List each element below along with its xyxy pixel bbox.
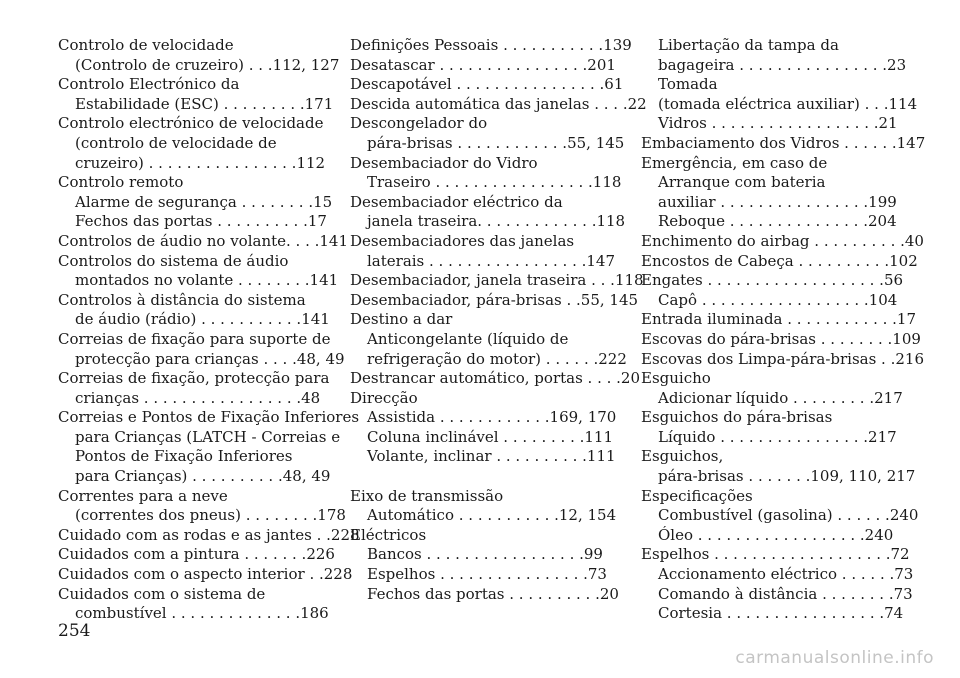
index-subentry: laterais . . . . . . . . . . . . . . . . .147 [367,251,615,270]
index-subentry: Alarme de segurança . . . . . . . .15 [75,192,333,211]
index-subentry: protecção para crianças . . . .48, 49 [75,349,345,368]
index-entry: Desatascar . . . . . . . . . . . . . . . .201 [350,55,616,74]
index-subentry: Coluna inclinável . . . . . . . . .111 [367,427,613,446]
index-subentry: Comando à distância . . . . . . . .73 [658,584,913,603]
index-entry: Espelhos . . . . . . . . . . . . . . . . . . .72 [641,545,910,564]
index-subentry: combustível . . . . . . . . . . . . . .186 [75,604,329,623]
index-entry: Controlo Electrónico da [58,75,240,94]
index-subentry: Fechos das portas . . . . . . . . . .17 [75,212,327,231]
index-subentry: (tomada eléctrica auxiliar) . . .114 [658,94,918,113]
index-subentry: Combustível (gasolina) . . . . . .240 [658,506,919,525]
index-entry: Controlo de velocidade [58,36,234,54]
index-subentry: para Crianças) . . . . . . . . . .48, 49 [75,467,331,486]
index-entry: Embaciamento dos Vidros . . . . . .147 [641,133,926,152]
index-entry: Escovas do pára-brisas . . . . . . . .109 [641,329,921,348]
index-subentry: Espelhos . . . . . . . . . . . . . . . .73 [367,565,607,584]
index-subentry: Pontos de Fixação Inferiores [75,447,293,466]
index-subentry: Estabilidade (ESC) . . . . . . . . .171 [75,94,334,113]
index-column-3 [641,36,926,624]
index-entry: Eléctricos [350,525,427,544]
index-entry: Esguichos, [641,447,724,466]
index-entry: Entrada iluminada . . . . . . . . . . . .17 [641,310,917,329]
index-column-1 [58,36,360,624]
index-subentry: Fechos das portas . . . . . . . . . .20 [367,584,619,603]
index-subentry: Óleo . . . . . . . . . . . . . . . . . .240 [658,525,894,544]
index-entry: Descongelador do [350,114,488,133]
index-subentry: Libertação da tampa da [658,36,839,54]
index-entry: Descida automática das janelas . . . .22 [350,94,647,113]
index-entry: Engates . . . . . . . . . . . . . . . . . . .56 [641,271,904,290]
index-entry: Direcção [350,388,418,407]
index-subentry: bagageira . . . . . . . . . . . . . . . .23 [658,55,907,74]
index-subentry: Cortesia . . . . . . . . . . . . . . . . .74 [658,604,904,623]
index-entry: Cuidados com o sistema de [58,584,266,603]
index-subentry: Volante, inclinar . . . . . . . . . .111 [367,447,616,466]
index-entry: Desembaciador, janela traseira . . .118 [350,271,644,290]
index-entry: Controlo electrónico de velocidade [58,114,324,133]
index-subentry: Automático . . . . . . . . . . .12, 154 [367,506,617,525]
index-entry: Destino a dar [350,310,453,329]
index-entry: Escovas dos Limpa-pára-brisas . .216 [641,349,924,368]
index-subentry: Adicionar líquido . . . . . . . . .217 [658,388,903,407]
index-entry: Destrancar automático, portas . . . .20 [350,369,641,388]
index-entry: Esguicho [641,369,711,388]
index-subentry: Líquido . . . . . . . . . . . . . . . .217 [658,427,897,446]
index-entry: Encostos de Cabeça . . . . . . . . . .102 [641,251,918,270]
index-gap [350,467,608,487]
index-entry: Cuidados com a pintura . . . . . . .226 [58,545,335,564]
index-subentry: Tomada [658,75,718,94]
index-subentry: Traseiro . . . . . . . . . . . . . . . . .118 [367,173,622,192]
index-entry: Controlos de áudio no volante. . . .141 [58,231,349,250]
index-subentry: pára-brisas . . . . . . . . . . . .55, 145 [367,133,625,152]
index-entry: Definições Pessoais . . . . . . . . . . .139 [350,36,632,54]
index-subentry: pára-brisas . . . . . . .109, 110, 217 [658,467,916,486]
index-entry: Correias de fixação para suporte de [58,329,331,348]
index-subentry: de áudio (rádio) . . . . . . . . . . .141 [75,310,330,329]
index-subentry: Reboque . . . . . . . . . . . . . . .204 [658,212,897,231]
index-subentry: janela traseira. . . . . . . . . . . . .118 [367,212,626,231]
index-entry: Desembaciador eléctrico da [350,192,563,211]
index-subentry: Capô . . . . . . . . . . . . . . . . . .104 [658,290,898,309]
index-entry: Correntes para a neve [58,486,228,505]
index-entry: Correias e Pontos de Fixação Inferiores [58,408,360,427]
index-subentry: refrigeração do motor) . . . . . .222 [367,349,627,368]
index-subentry: para Crianças (LATCH - Correias e [75,427,341,446]
index-entry: Desembaciador, pára-brisas . .55, 145 [350,290,639,309]
index-subentry: Accionamento eléctrico . . . . . .73 [658,565,914,584]
index-entry: Cuidados com o aspecto interior . .228 [58,565,353,584]
index-column-2 [350,36,647,604]
index-subentry: (controlo de velocidade de [75,133,277,152]
page-number: 254 [58,621,91,641]
index-entry: Desembaciadores das janelas [350,231,575,250]
index-subentry: (Controlo de cruzeiro) . . .112, 127 [75,55,340,74]
index-entry: Emergência, em caso de [641,153,828,172]
index-entry: Especificações [641,486,753,505]
index-entry: Cuidado com as rodas e as jantes . .228 [58,525,360,544]
index-entry: Esguichos do pára-brisas [641,408,833,427]
index-subentry: Vidros . . . . . . . . . . . . . . . . . .21 [658,114,898,133]
index-entry: Descapotável . . . . . . . . . . . . . . . .61 [350,75,624,94]
index-entry: Controlos do sistema de áudio [58,251,289,270]
index-subentry: Bancos . . . . . . . . . . . . . . . . .99 [367,545,603,564]
index-entry: Correias de fixação, protecção para [58,369,330,388]
index-subentry: montados no volante . . . . . . . .141 [75,271,339,290]
index-entry: Controlo remoto [58,173,184,192]
watermark: carmanualsonline.info [735,648,934,668]
index-subentry: cruzeiro) . . . . . . . . . . . . . . . .112 [75,153,326,172]
index-subentry: Arranque com bateria [658,173,826,192]
index-subentry: crianças . . . . . . . . . . . . . . . . .48 [75,388,321,407]
index-entry: Desembaciador do Vidro [350,153,538,172]
index-subentry: (correntes dos pneus) . . . . . . . .178 [75,506,346,525]
index-subentry: Anticongelante (líquido de [367,329,569,348]
index-entry: Eixo de transmissão [350,486,504,505]
index-entry: Enchimento do airbag . . . . . . . . . .40 [641,231,924,250]
index-entry: Controlos à distância do sistema [58,290,306,309]
index-subentry: Assistida . . . . . . . . . . . .169, 170 [367,408,617,427]
index-subentry: auxiliar . . . . . . . . . . . . . . . .199 [658,192,897,211]
